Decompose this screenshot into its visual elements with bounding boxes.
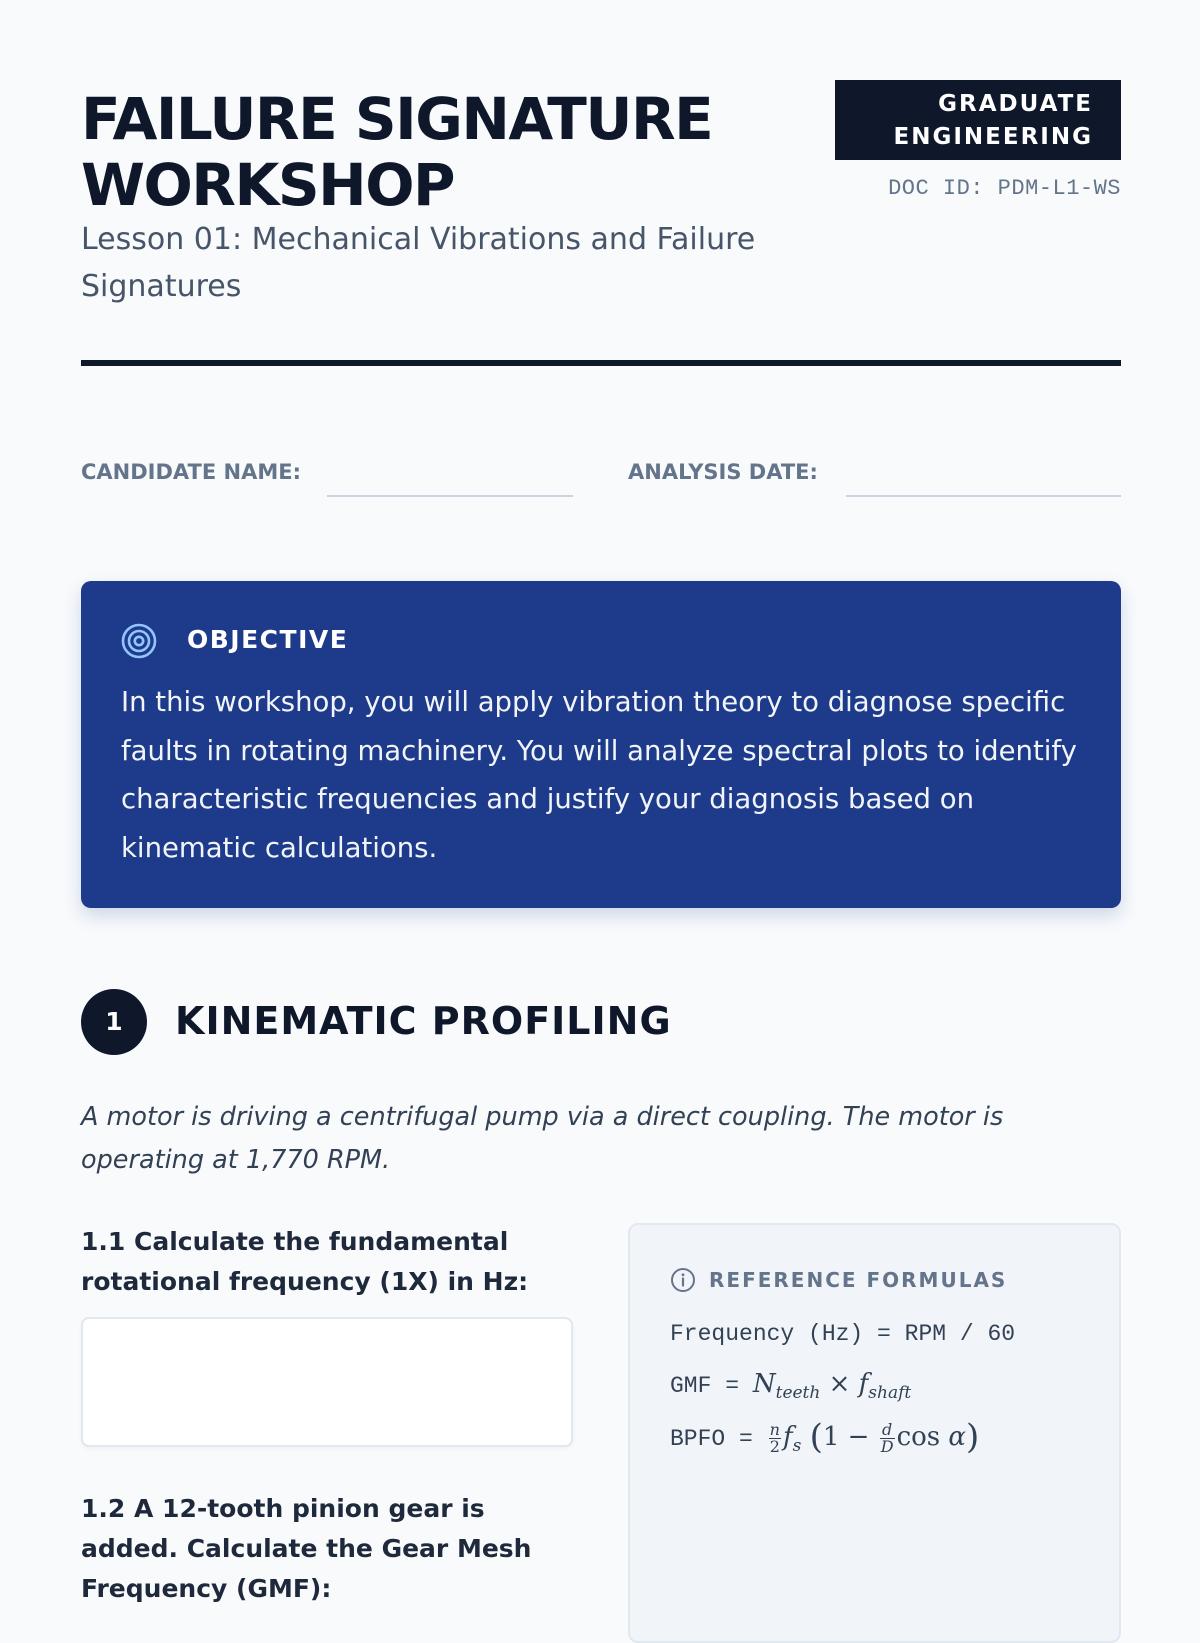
answer-1-1-field[interactable]	[81, 1317, 573, 1447]
gmf-times-symbol: ×	[828, 1369, 851, 1399]
formula-bpfo	[670, 1417, 979, 1457]
level-badge: GRADUATE ENGINEERING	[835, 80, 1121, 160]
section-number-badge: 1	[81, 989, 147, 1055]
bpfo-cos: cos	[896, 1422, 941, 1452]
objective-text: In this workshop, you will apply vibration theory to diagnose specific faults in rotating machinery. You will analyze spectral plots to identify characteristic frequencies and justify your diagnosis based on kinematic calculations.	[121, 686, 1077, 864]
question-1-1: 1.1 Calculate the fundamental rotational frequency (1X) in Hz:	[81, 1227, 529, 1296]
formula-bpfo-expression	[767, 1417, 980, 1457]
formula-gmf-expression	[752, 1369, 912, 1403]
candidate-name-field[interactable]	[327, 460, 577, 496]
gmf-f-symbol: f	[858, 1369, 869, 1399]
page-title: FAILURE SIGNATURE WORKSHOP	[81, 85, 713, 219]
formula-gmf-label: GMF	[670, 1373, 712, 1399]
target-icon	[121, 623, 157, 659]
bpfo-f-symbol: f	[782, 1422, 793, 1452]
gmf-n-symbol: N	[752, 1369, 776, 1399]
reference-formulas-panel	[628, 1223, 1121, 1643]
bpfo-one: 1	[822, 1422, 840, 1452]
bpfo-fraction-d-over-D	[880, 1419, 895, 1456]
bpfo-minus: −	[847, 1422, 870, 1452]
bpfo-frac1-denominator: 2	[769, 1436, 780, 1456]
formula-bpfo-equals: =	[739, 1426, 753, 1452]
doc-id: DOC ID: PDM-L1-WS	[888, 176, 1121, 201]
scenario-text: A motor is driving a centrifugal pump via a direct coupling. The motor is operating at 1,770 RPM.	[81, 1102, 1004, 1175]
gmf-n-subscript: teeth	[775, 1383, 821, 1403]
bpfo-fraction-n-over-2	[769, 1419, 781, 1456]
formula-gmf	[670, 1369, 911, 1403]
bpfo-close-paren: )	[965, 1417, 980, 1457]
worksheet-header	[81, 80, 1121, 310]
worksheet-page	[81, 0, 1121, 1603]
header-divider	[81, 360, 1121, 366]
candidate-name-underline	[327, 495, 573, 497]
bpfo-open-paren: (	[809, 1417, 823, 1457]
lesson-subtitle: Lesson 01: Mechanical Vibrations and Failure Signatures	[81, 222, 756, 304]
analysis-date-field[interactable]	[846, 460, 1125, 496]
analysis-date-label: ANALYSIS DATE:	[628, 460, 818, 484]
bpfo-f-subscript: s	[792, 1436, 802, 1456]
question-1-2: 1.2 A 12-tooth pinion gear is added. Calculate the Gear Mesh Frequency (GMF):	[81, 1494, 532, 1603]
section-title: KINEMATIC PROFILING	[175, 999, 672, 1043]
bpfo-frac1-numerator: n	[769, 1419, 780, 1439]
gmf-f-subscript: shaft	[868, 1383, 912, 1403]
formula-gmf-equals: =	[725, 1373, 740, 1399]
reference-formulas-title: REFERENCE FORMULAS	[709, 1268, 1008, 1292]
objective-title: OBJECTIVE	[187, 625, 349, 654]
analysis-date-underline	[846, 495, 1121, 497]
bpfo-frac2-numerator: d	[880, 1422, 895, 1439]
info-icon	[670, 1267, 696, 1293]
objective-card	[81, 581, 1121, 908]
formula-frequency: Frequency (Hz) = RPM / 60	[670, 1321, 1016, 1347]
formula-bpfo-label: BPFO	[670, 1426, 726, 1452]
bpfo-frac2-denominator: D	[880, 1436, 894, 1456]
bpfo-alpha: α	[948, 1422, 966, 1452]
candidate-name-label: CANDIDATE NAME:	[81, 460, 301, 484]
